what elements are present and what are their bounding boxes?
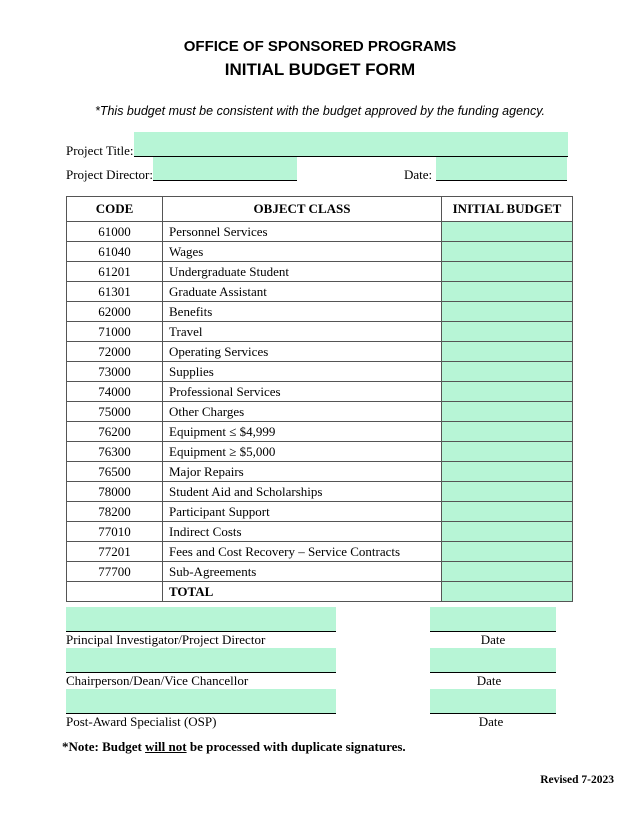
office-title: OFFICE OF SPONSORED PROGRAMS [183, 38, 457, 55]
note-emphasis: will not [145, 739, 187, 754]
row-budget-input[interactable] [442, 562, 573, 582]
date-field[interactable] [436, 157, 567, 180]
row-code: 76500 [67, 462, 163, 482]
row-object-class: Participant Support [163, 502, 442, 522]
project-director-field[interactable] [153, 157, 297, 180]
row-code: 73000 [67, 362, 163, 382]
budget-table [66, 196, 573, 602]
row-code: 72000 [67, 342, 163, 362]
row-code: 78000 [67, 482, 163, 502]
pi-signature-field[interactable] [66, 607, 336, 631]
row-code: 78200 [67, 502, 163, 522]
row-code: 74000 [67, 382, 163, 402]
consistency-note: *This budget must be consistent with the budget approved by the funding agency. [94, 104, 546, 118]
row-object-class: Supplies [163, 362, 442, 382]
pi-date-field[interactable] [430, 607, 556, 631]
row-object-class: Personnel Services [163, 222, 442, 242]
row-budget-input[interactable] [442, 462, 573, 482]
row-code: 61040 [67, 242, 163, 262]
row-budget-input[interactable] [442, 222, 573, 242]
row-code: 76200 [67, 422, 163, 442]
chair-signature-field[interactable] [66, 648, 336, 672]
row-code: 61301 [67, 282, 163, 302]
table-row [67, 222, 573, 242]
row-object-class: Wages [163, 242, 442, 262]
table-row [67, 522, 573, 542]
table-row [67, 382, 573, 402]
pi-date-label: Date [480, 632, 506, 647]
table-row [67, 322, 573, 342]
row-object-class: Sub-Agreements [163, 562, 442, 582]
row-object-class: Benefits [163, 302, 442, 322]
row-budget-input[interactable] [442, 522, 573, 542]
table-row [67, 482, 573, 502]
form-title: INITIAL BUDGET FORM [224, 60, 416, 79]
project-director-label: Project Director: [66, 167, 153, 182]
duplicate-signature-note [62, 739, 406, 755]
row-object-class: Indirect Costs [163, 522, 442, 542]
row-budget-input[interactable] [442, 402, 573, 422]
chair-date-field[interactable] [430, 648, 556, 672]
header-object-class: OBJECT CLASS [163, 197, 442, 222]
row-budget-input[interactable] [442, 362, 573, 382]
row-object-class: Equipment ≥ $5,000 [163, 442, 442, 462]
row-object-class: Professional Services [163, 382, 442, 402]
row-object-class: Major Repairs [163, 462, 442, 482]
table-row [67, 242, 573, 262]
total-budget-input[interactable] [442, 582, 573, 602]
table-row [67, 302, 573, 322]
row-object-class: Travel [163, 322, 442, 342]
osp-date-label: Date [478, 714, 504, 729]
row-budget-input[interactable] [442, 442, 573, 462]
total-label: TOTAL [163, 582, 442, 602]
row-object-class: Graduate Assistant [163, 282, 442, 302]
row-code: 77700 [67, 562, 163, 582]
row-object-class: Equipment ≤ $4,999 [163, 422, 442, 442]
project-title-label: Project Title: [66, 143, 134, 158]
row-code: 77010 [67, 522, 163, 542]
note-prefix: *Note: Budget [62, 739, 146, 754]
project-director-underline [153, 180, 297, 181]
total-code [67, 582, 163, 602]
project-title-field[interactable] [134, 132, 568, 157]
date-label: Date: [404, 167, 433, 182]
row-code: 61201 [67, 262, 163, 282]
table-row [67, 502, 573, 522]
row-budget-input[interactable] [442, 322, 573, 342]
row-object-class: Undergraduate Student [163, 262, 442, 282]
budget-rows [67, 222, 573, 602]
row-code: 62000 [67, 302, 163, 322]
revision-label: Revised 7-2023 [540, 774, 614, 786]
osp-date-field[interactable] [430, 689, 556, 713]
row-budget-input[interactable] [442, 482, 573, 502]
osp-signature-label: Post-Award Specialist (OSP) [66, 714, 217, 729]
row-budget-input[interactable] [442, 342, 573, 362]
row-budget-input[interactable] [442, 262, 573, 282]
osp-signature-field[interactable] [66, 689, 336, 713]
table-row [67, 342, 573, 362]
header-code: CODE [67, 197, 163, 222]
table-row [67, 542, 573, 562]
row-object-class: Other Charges [163, 402, 442, 422]
table-row [67, 262, 573, 282]
row-budget-input[interactable] [442, 242, 573, 262]
table-row [67, 462, 573, 482]
table-row [67, 402, 573, 422]
row-code: 71000 [67, 322, 163, 342]
row-object-class: Operating Services [163, 342, 442, 362]
row-code: 75000 [67, 402, 163, 422]
row-budget-input[interactable] [442, 502, 573, 522]
chair-date-label: Date [476, 673, 502, 688]
table-header-row [67, 197, 573, 222]
row-budget-input[interactable] [442, 422, 573, 442]
total-row [67, 582, 573, 602]
note-suffix: be processed with duplicate signatures. [186, 739, 406, 754]
header-initial-budget: INITIAL BUDGET [442, 197, 573, 222]
row-code: 61000 [67, 222, 163, 242]
table-row [67, 362, 573, 382]
row-code: 77201 [67, 542, 163, 562]
row-code: 76300 [67, 442, 163, 462]
table-row [67, 562, 573, 582]
row-budget-input[interactable] [442, 542, 573, 562]
row-budget-input[interactable] [442, 282, 573, 302]
pi-signature-label: Principal Investigator/Project Director [66, 632, 266, 647]
row-budget-input[interactable] [442, 302, 573, 322]
table-row [67, 422, 573, 442]
row-budget-input[interactable] [442, 382, 573, 402]
row-object-class: Student Aid and Scholarships [163, 482, 442, 502]
table-row [67, 442, 573, 462]
row-object-class: Fees and Cost Recovery – Service Contracts [163, 542, 442, 562]
table-row [67, 282, 573, 302]
date-underline [436, 180, 567, 181]
chair-signature-label: Chairperson/Dean/Vice Chancellor [66, 673, 249, 688]
